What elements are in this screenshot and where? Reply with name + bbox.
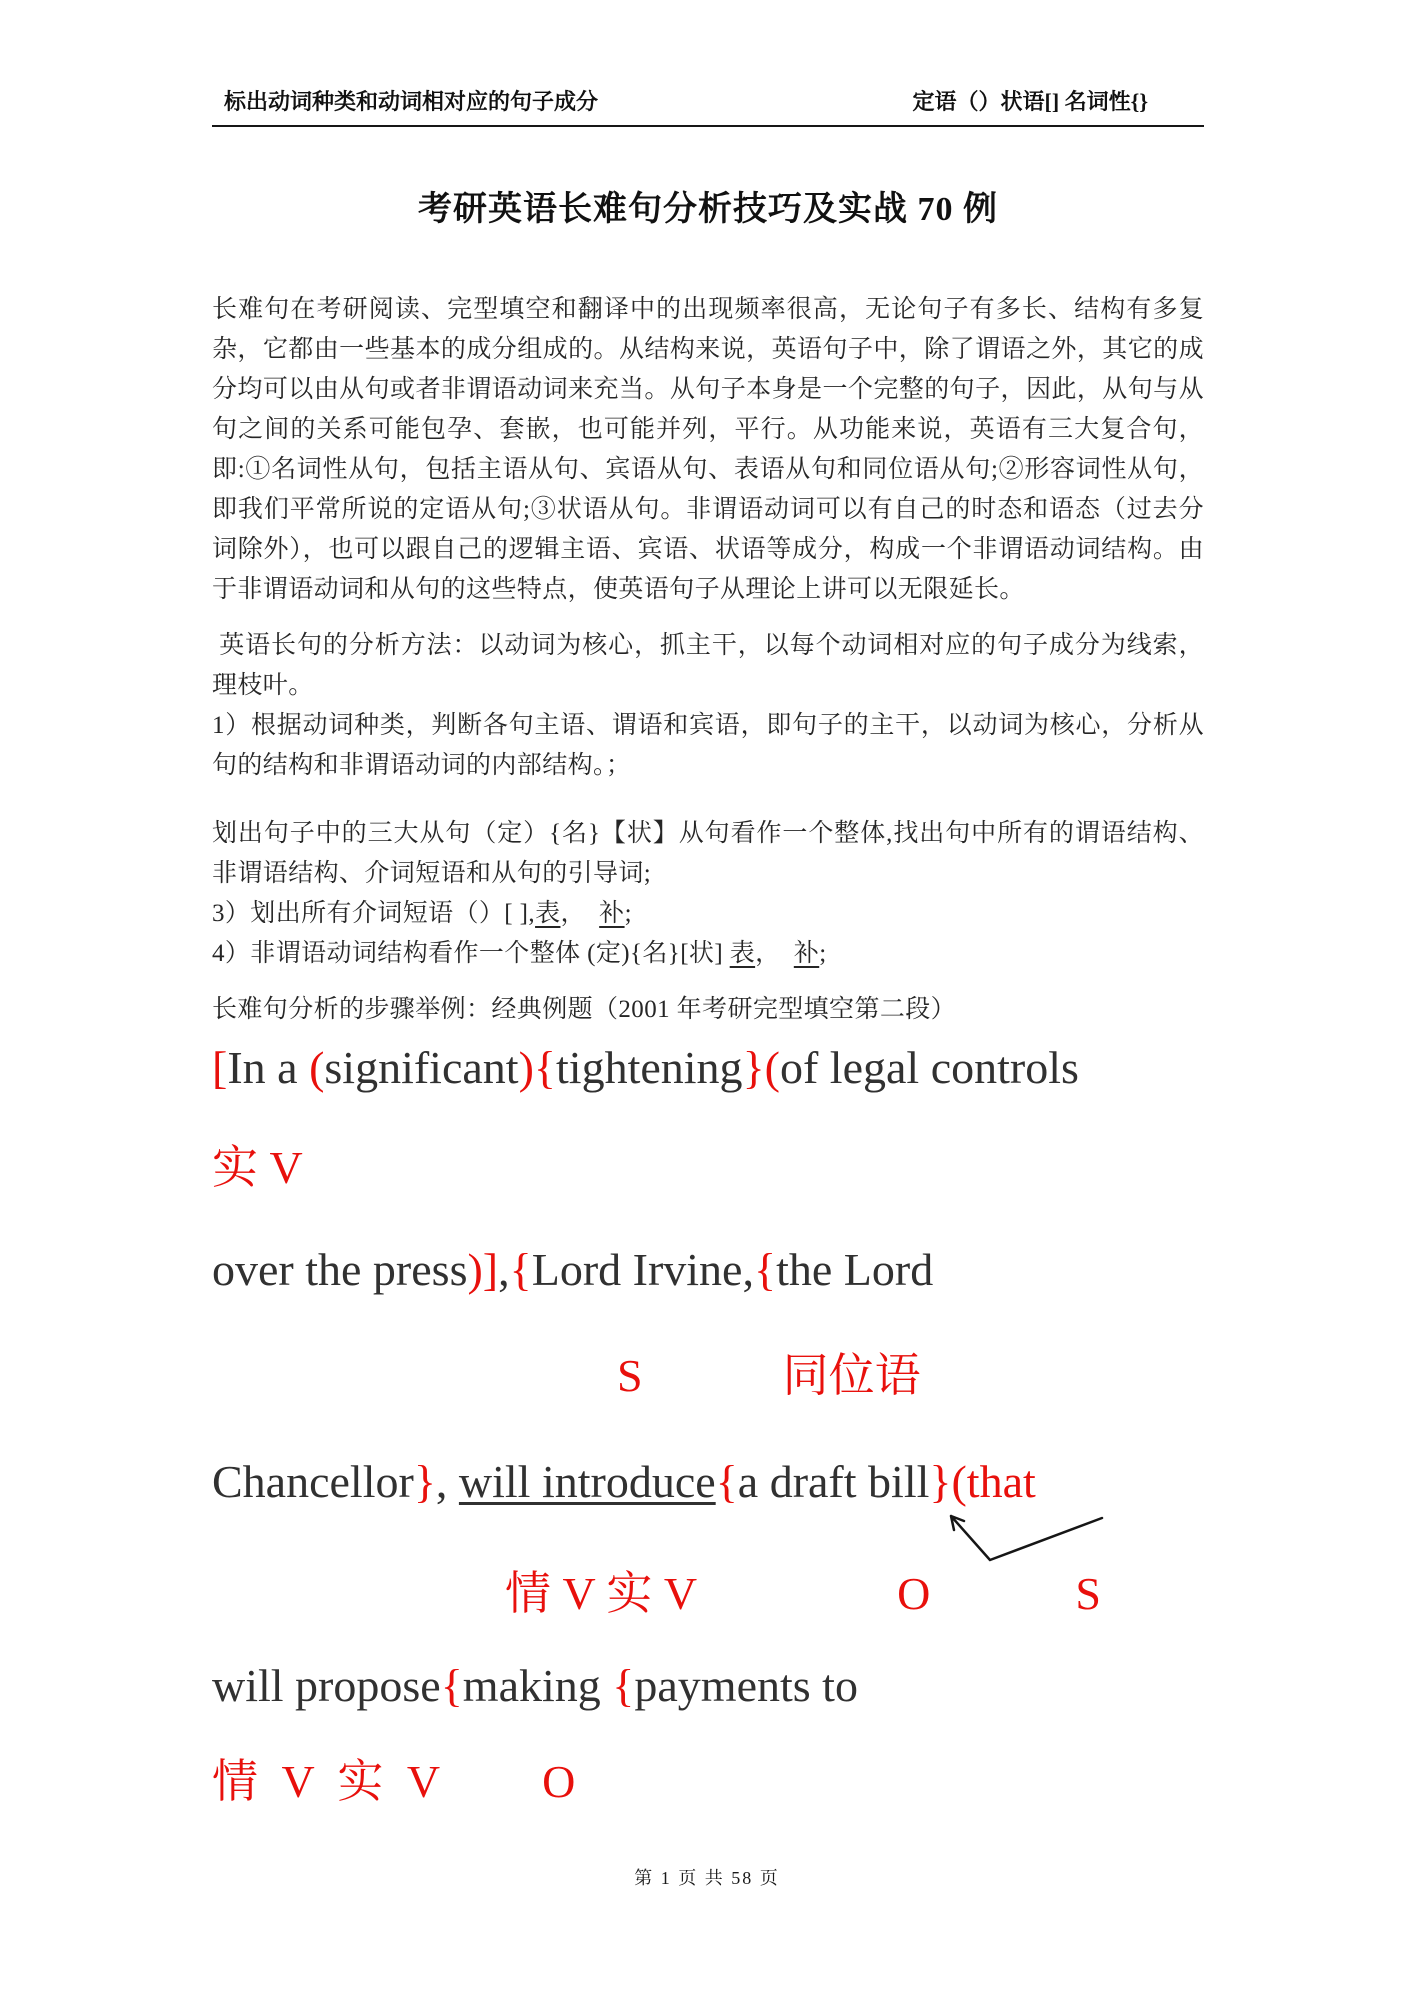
red-brace: } xyxy=(742,1042,765,1093)
intro-paragraph: 长难句在考研阅读、完型填空和翻译中的出现频率很高，无论句子有多长、结构有多复杂，它都由一些基本的成分组成的。从结构来说，英语句子中，除了谓语之外，其它的成分均可以由从句或者非谓语动词来充当。从句子本身是一个完整的句子，因此，从句与从句之间的关系可能包孕、套嵌，也可能并列，平行。从功能来说，英语有三大复合句，即:①名词性从句，包括主语从句、宾语从句、表语从句和同位语从句;②形容词性从句，即我们平常所说的定语从句;③状语从句。非谓语动词可以有自己的时态和语态（过去分词除外），也可以跟自己的逻辑主语、宾语、状语等成分，构成一个非谓语动词结构。由于非谓语动词和从句的这些特点，使英语句子从理论上讲可以无限延长。 xyxy=(212,296,1204,603)
underlined-biao: 表 xyxy=(535,900,561,927)
step-text: ， xyxy=(755,940,794,967)
red-brace: { xyxy=(612,1660,635,1711)
sentence-segment: making xyxy=(462,1660,613,1711)
annotation-s-appositive xyxy=(212,1346,1204,1406)
step-text: 3）划出所有介词短语（）[ ], xyxy=(212,900,536,927)
header-right-text: 定语（）状语[] 名词性{} xyxy=(912,89,1148,114)
red-brace: } xyxy=(929,1456,952,1507)
sentence-line-3 xyxy=(212,1452,1204,1512)
page-number-footer: 第 1 页 共 58 页 xyxy=(634,1868,780,1888)
annotation-shi-v: 实 V xyxy=(212,1142,303,1193)
subject-label: S xyxy=(1075,1568,1101,1619)
sentence-segment: will propose xyxy=(212,1660,441,1711)
red-that-clause: (that xyxy=(951,1456,1036,1507)
example-label: 长难句分析的步骤举例：经典例题（2001 年考研完型填空第二段） xyxy=(212,996,957,1023)
sentence-segment: payments to xyxy=(634,1660,858,1711)
sentence-line-4 xyxy=(212,1656,1204,1716)
annotation-arrow-icon xyxy=(912,1508,1112,1572)
appositive-label: 同位语 xyxy=(782,1350,921,1401)
sentence-segment: a draft bill xyxy=(737,1456,930,1507)
method-intro-paragraph: 英语长句的分析方法：以动词为核心，抓主干，以每个动词相对应的句子成分为线索，理枝叶。 xyxy=(212,632,1204,699)
sentence-segment: significant xyxy=(324,1042,519,1093)
sentence-segment: In a xyxy=(227,1042,310,1093)
sentence-segment: of legal controls xyxy=(779,1042,1079,1093)
sentence-segment: , xyxy=(435,1456,459,1507)
red-brace: { xyxy=(440,1660,463,1711)
step-text: ; xyxy=(819,940,827,967)
annotation-verbs-o xyxy=(212,1752,1204,1812)
red-brace: { xyxy=(753,1244,777,1295)
subject-label: S xyxy=(617,1350,643,1401)
underlined-bu: 补 xyxy=(599,900,625,927)
underlined-biao: 表 xyxy=(729,940,756,967)
method-step-1: 1）根据动词种类，判断各句主语、谓语和宾语，即句子的主干，以动词为核心，分析从句的结构和非谓语动词的内部结构。； xyxy=(212,712,1204,779)
red-brace: { xyxy=(509,1244,532,1295)
verb-type-label: 情 V 实 V xyxy=(505,1568,698,1619)
sentence-segment: over the press xyxy=(212,1244,468,1295)
page-header xyxy=(212,85,1204,127)
sentence-line-2 xyxy=(212,1240,1204,1300)
method-section xyxy=(212,626,1204,786)
sentence-segment: Lord Irvine, xyxy=(531,1244,754,1295)
underlined-bu: 补 xyxy=(793,940,820,967)
sentence-segment: tightening xyxy=(556,1042,743,1093)
method-step-4 xyxy=(212,934,1204,974)
object-label: O xyxy=(542,1756,582,1807)
red-paren: ) xyxy=(518,1042,534,1093)
method-step-2: 划出句子中的三大从句（定）{名}【状】从句看作一个整体,找出句中所有的谓语结构、非谓语结构、介词短语和从句的引导词; xyxy=(212,820,1204,887)
object-label: O xyxy=(897,1568,931,1619)
verb-type-label: 情 V 实 V xyxy=(212,1756,447,1807)
sentence-segment: the Lord xyxy=(776,1244,934,1295)
red-brackets: )] xyxy=(467,1244,499,1295)
step-text: ， xyxy=(560,900,600,927)
sentence-line-1 xyxy=(212,1038,1204,1098)
red-paren: ( xyxy=(309,1042,325,1093)
underlined-verb-phrase: will introduce xyxy=(458,1456,716,1507)
red-brace: { xyxy=(533,1042,557,1093)
annotation-verbs-o-s xyxy=(212,1564,1204,1624)
document-title: 考研英语长难句分析技巧及实战 70 例 xyxy=(418,191,998,228)
step-text: ; xyxy=(624,900,632,927)
red-brace: { xyxy=(715,1456,738,1507)
sentence-segment: Chancellor xyxy=(212,1456,414,1507)
sentence-segment: , xyxy=(498,1244,510,1295)
method-step-3 xyxy=(212,894,1204,934)
header-left-text: 标出动词种类和动词相对应的句子成分 xyxy=(224,89,599,114)
red-brace: } xyxy=(413,1456,436,1507)
steps-section xyxy=(212,814,1204,974)
red-bracket: [ xyxy=(212,1042,228,1093)
red-paren: ( xyxy=(764,1042,780,1093)
step-text: 4）非谓语动词结构看作一个整体 (定){名}[状] xyxy=(212,940,730,967)
